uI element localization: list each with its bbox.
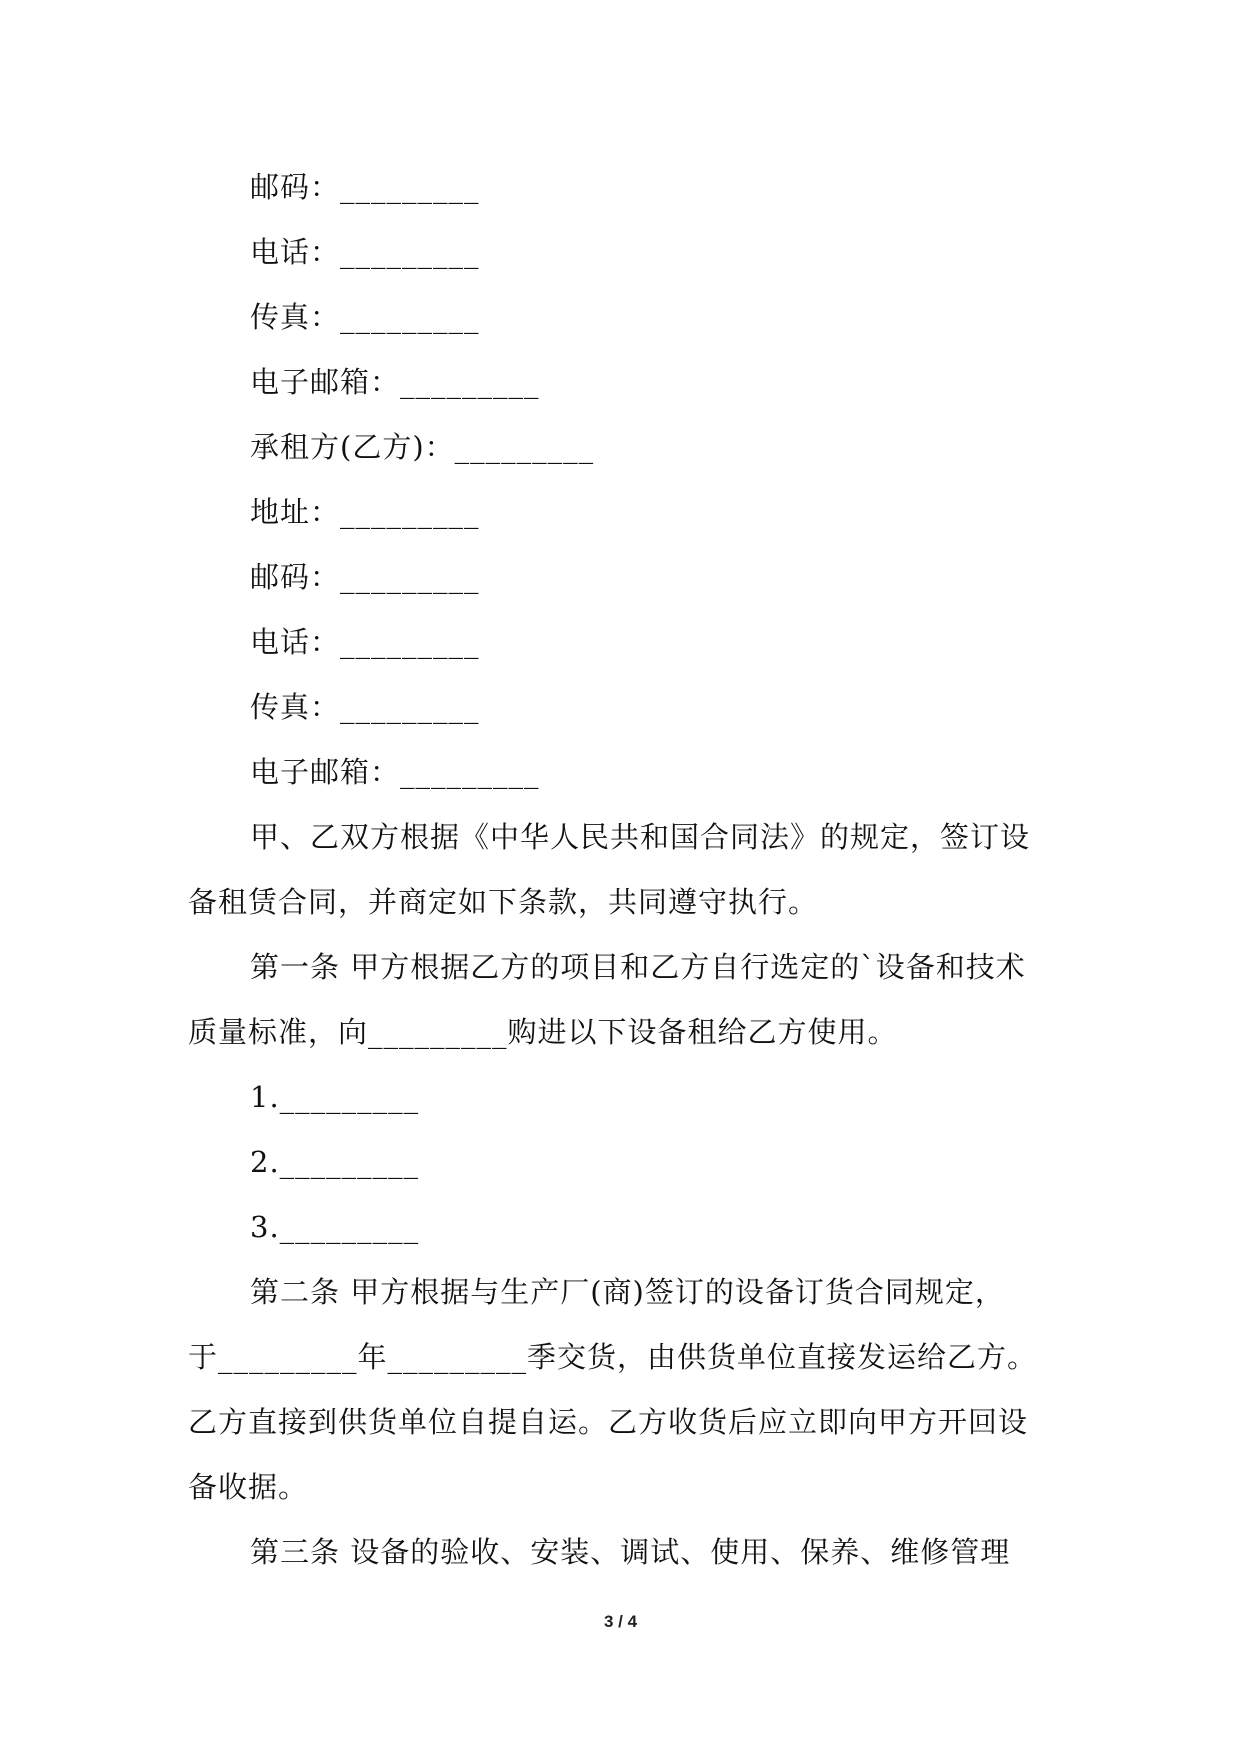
lessor-fax: 传真：_________ [250,300,480,334]
article-2-line-2: 于_________年_________季交货，由供货单位直接发运给乙方。 [188,1340,1038,1374]
page-number: 3 / 4 [603,1612,638,1631]
lessee-fax: 传真：_________ [250,690,480,724]
lessor-email: 电子邮箱：_________ [250,365,540,399]
document-body [188,155,1058,1585]
lessee-email: 电子邮箱：_________ [250,755,540,789]
lessee-title: 承租方(乙方)：_________ [250,430,595,464]
article-2-line-1: 第二条 甲方根据与生产厂(商)签订的设备订货合同规定， [250,1275,1005,1309]
article-2-line-4: 备收据。 [188,1470,309,1504]
lessor-phone: 电话：_________ [250,235,480,269]
article-1-paragraph [188,935,1058,1065]
lessee-phone: 电话：_________ [250,625,480,659]
article-2-line-3: 乙方直接到供货单位自提自运。乙方收货后应立即向甲方开回设 [188,1405,1029,1439]
equipment-item-2: 2._________ [250,1145,420,1179]
intro-paragraph [188,805,1058,935]
article-3-paragraph [188,1520,1058,1585]
article-1-line-1: 第一条 甲方根据乙方的项目和乙方自行选定的`设备和技术 [250,950,1026,984]
lessee-address: 地址：_________ [250,495,480,529]
article-1-line-2: 质量标准，向_________购进以下设备租给乙方使用。 [188,1015,898,1049]
equipment-item-3: 3._________ [250,1210,420,1244]
lessee-postcode: 邮码：_________ [250,560,480,594]
equipment-item-1: 1._________ [250,1080,420,1114]
article-2-paragraph [188,1260,1058,1520]
intro-line-2: 备租赁合同，并商定如下条款，共同遵守执行。 [188,885,819,919]
article-3-line-1: 第三条 设备的验收、安装、调试、使用、保养、维修管理 [250,1535,1011,1569]
intro-line-1: 甲、乙双方根据《中华人民共和国合同法》的规定，签订设 [250,820,1031,854]
lessor-postcode: 邮码：_________ [250,170,480,204]
